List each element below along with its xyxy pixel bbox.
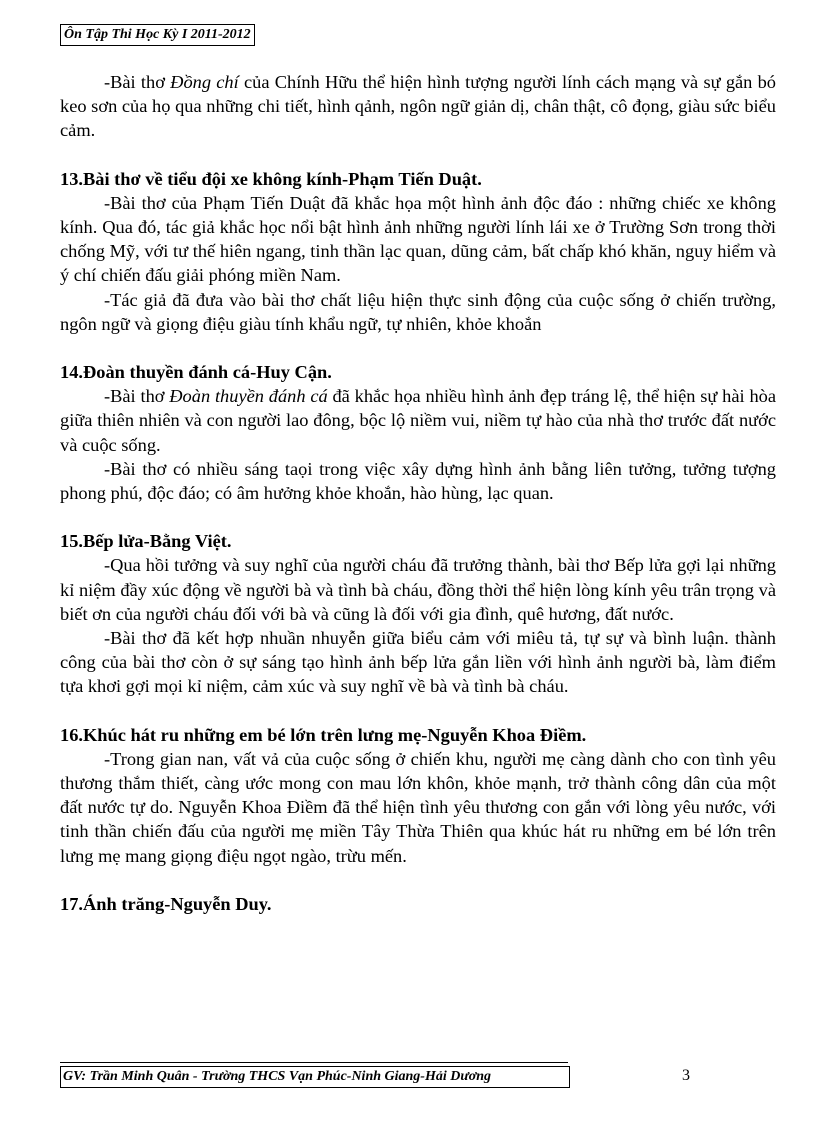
poem-title-italic: Đồng chí — [170, 72, 239, 92]
section-16-paragraph-1: -Trong gian nan, vất vả của cuộc sống ở chiến khu, người mẹ càng dành cho con tình yêu thương thắm thiết, càng ước mong con mau lớn khôn, khỏe mạnh, trở thành công dân của một đất nước tự do. Nguyễn Khoa Điềm đã thể hiện tình yêu thương con gắn với lòng yêu nước, với tinh thần chiến đấu của người mẹ miền Tây Thừa Thiên qua khúc hát ru những em bé lớn trên lưng mẹ mang giọng điệu ngọt ngào, trừu mến. — [60, 748, 776, 866]
section-13-paragraph-2: -Tác giả đã đưa vào bài thơ chất liệu hiện thực sinh động của cuộc sống ở chiến trường, ngôn ngữ và giọng điệu giàu tính khẩu ngữ, tự nhiên, khỏe khoắn — [60, 289, 776, 334]
section-16-heading: 16.Khúc hát ru những em bé lớn trên lưng mẹ-Nguyễn Khoa Điềm. — [60, 724, 587, 745]
section-14-heading: 14.Đoàn thuyền đánh cá-Huy Cận. — [60, 362, 332, 383]
poem-title-italic: Đoàn thuyền đánh cá — [169, 386, 328, 407]
section-14-paragraph-1: -Bài thơ Đoàn thuyền đánh cá đã khắc họa nhiều hình ảnh đẹp tráng lệ, thể hiện sự hài hòa giữa thiên nhiên và con người lao đông, bộc lộ niềm vui, niềm tự hào của nhà thơ trước đất nước và cuộc sống. — [60, 386, 776, 455]
section-13-paragraph-1: -Bài thơ của Phạm Tiến Duật đã khắc họa một hình ảnh độc đáo : những chiếc xe không kính. Qua đó, tác giả khắc học nổi bật hình ảnh những người lính lái xe ở Trường Sơn trong thời chống Mỹ, với tư thế hiên ngang, tinh thần lạc quan, dũng cảm, bất chấp khó khăn, nguy hiểm và ý chí chiến đấu giải phóng miền Nam. — [60, 192, 776, 286]
section-15-paragraph-2: -Bài thơ đã kết hợp nhuần nhuyễn giữa biểu cảm với miêu tả, tự sự và bình luận. thành công của bài thơ còn ở sự sáng tạo hình ảnh bếp lửa gắn liền với hình ảnh người bà, làm điểm tựa khơi gợi mọi kỉ niệm, cảm xúc và suy nghĩ về bà và tình bà cháu. — [60, 628, 776, 697]
page-number: 3 — [682, 1067, 690, 1084]
section-15-paragraph-1: -Qua hồi tưởng và suy nghĩ của người cháu đã trưởng thành, bài thơ Bếp lửa gợi lại những kỉ niệm đầy xúc động về người bà và tình bà cháu, đồng thời thể hiện lòng kính yêu trân trọng và biết ơn của người cháu đối với bà và cũng là đối với gia đình, quê hương, đất nước. — [60, 555, 776, 624]
page-footer: GV: Trần Minh Quân - Trường THCS Vạn Phúc-Ninh Giang-Hải Dương — [60, 1066, 570, 1088]
intro-paragraph: -Bài thơ Đồng chí của Chính Hữu thể hiện hình tượng người lính cách mạng và sự gắn bó keo sơn của họ qua những chi tiết, hình qảnh, ngôn ngữ giản dị, chân thật, cô đọng, giàu sức biểu cảm. — [60, 72, 777, 141]
section-13-heading: 13.Bài thơ về tiểu đội xe không kính-Phạm Tiến Duật. — [60, 168, 482, 189]
section-17-heading: 17.Ánh trăng-Nguyễn Duy. — [60, 893, 272, 914]
document-body — [60, 70, 776, 916]
footer-divider — [60, 1062, 568, 1063]
page-header: Ôn Tập Thi Học Kỳ I 2011-2012 — [60, 24, 255, 46]
section-14-paragraph-2: -Bài thơ có nhiều sáng taọi trong việc xây dựng hình ảnh bằng liên tưởng, tưởng tượng phong phú, độc đáo; có âm hưởng khỏe khoắn, hào hùng, lạc quan. — [60, 458, 776, 504]
section-15-heading: 15.Bếp lửa-Bằng Việt. — [60, 531, 232, 552]
